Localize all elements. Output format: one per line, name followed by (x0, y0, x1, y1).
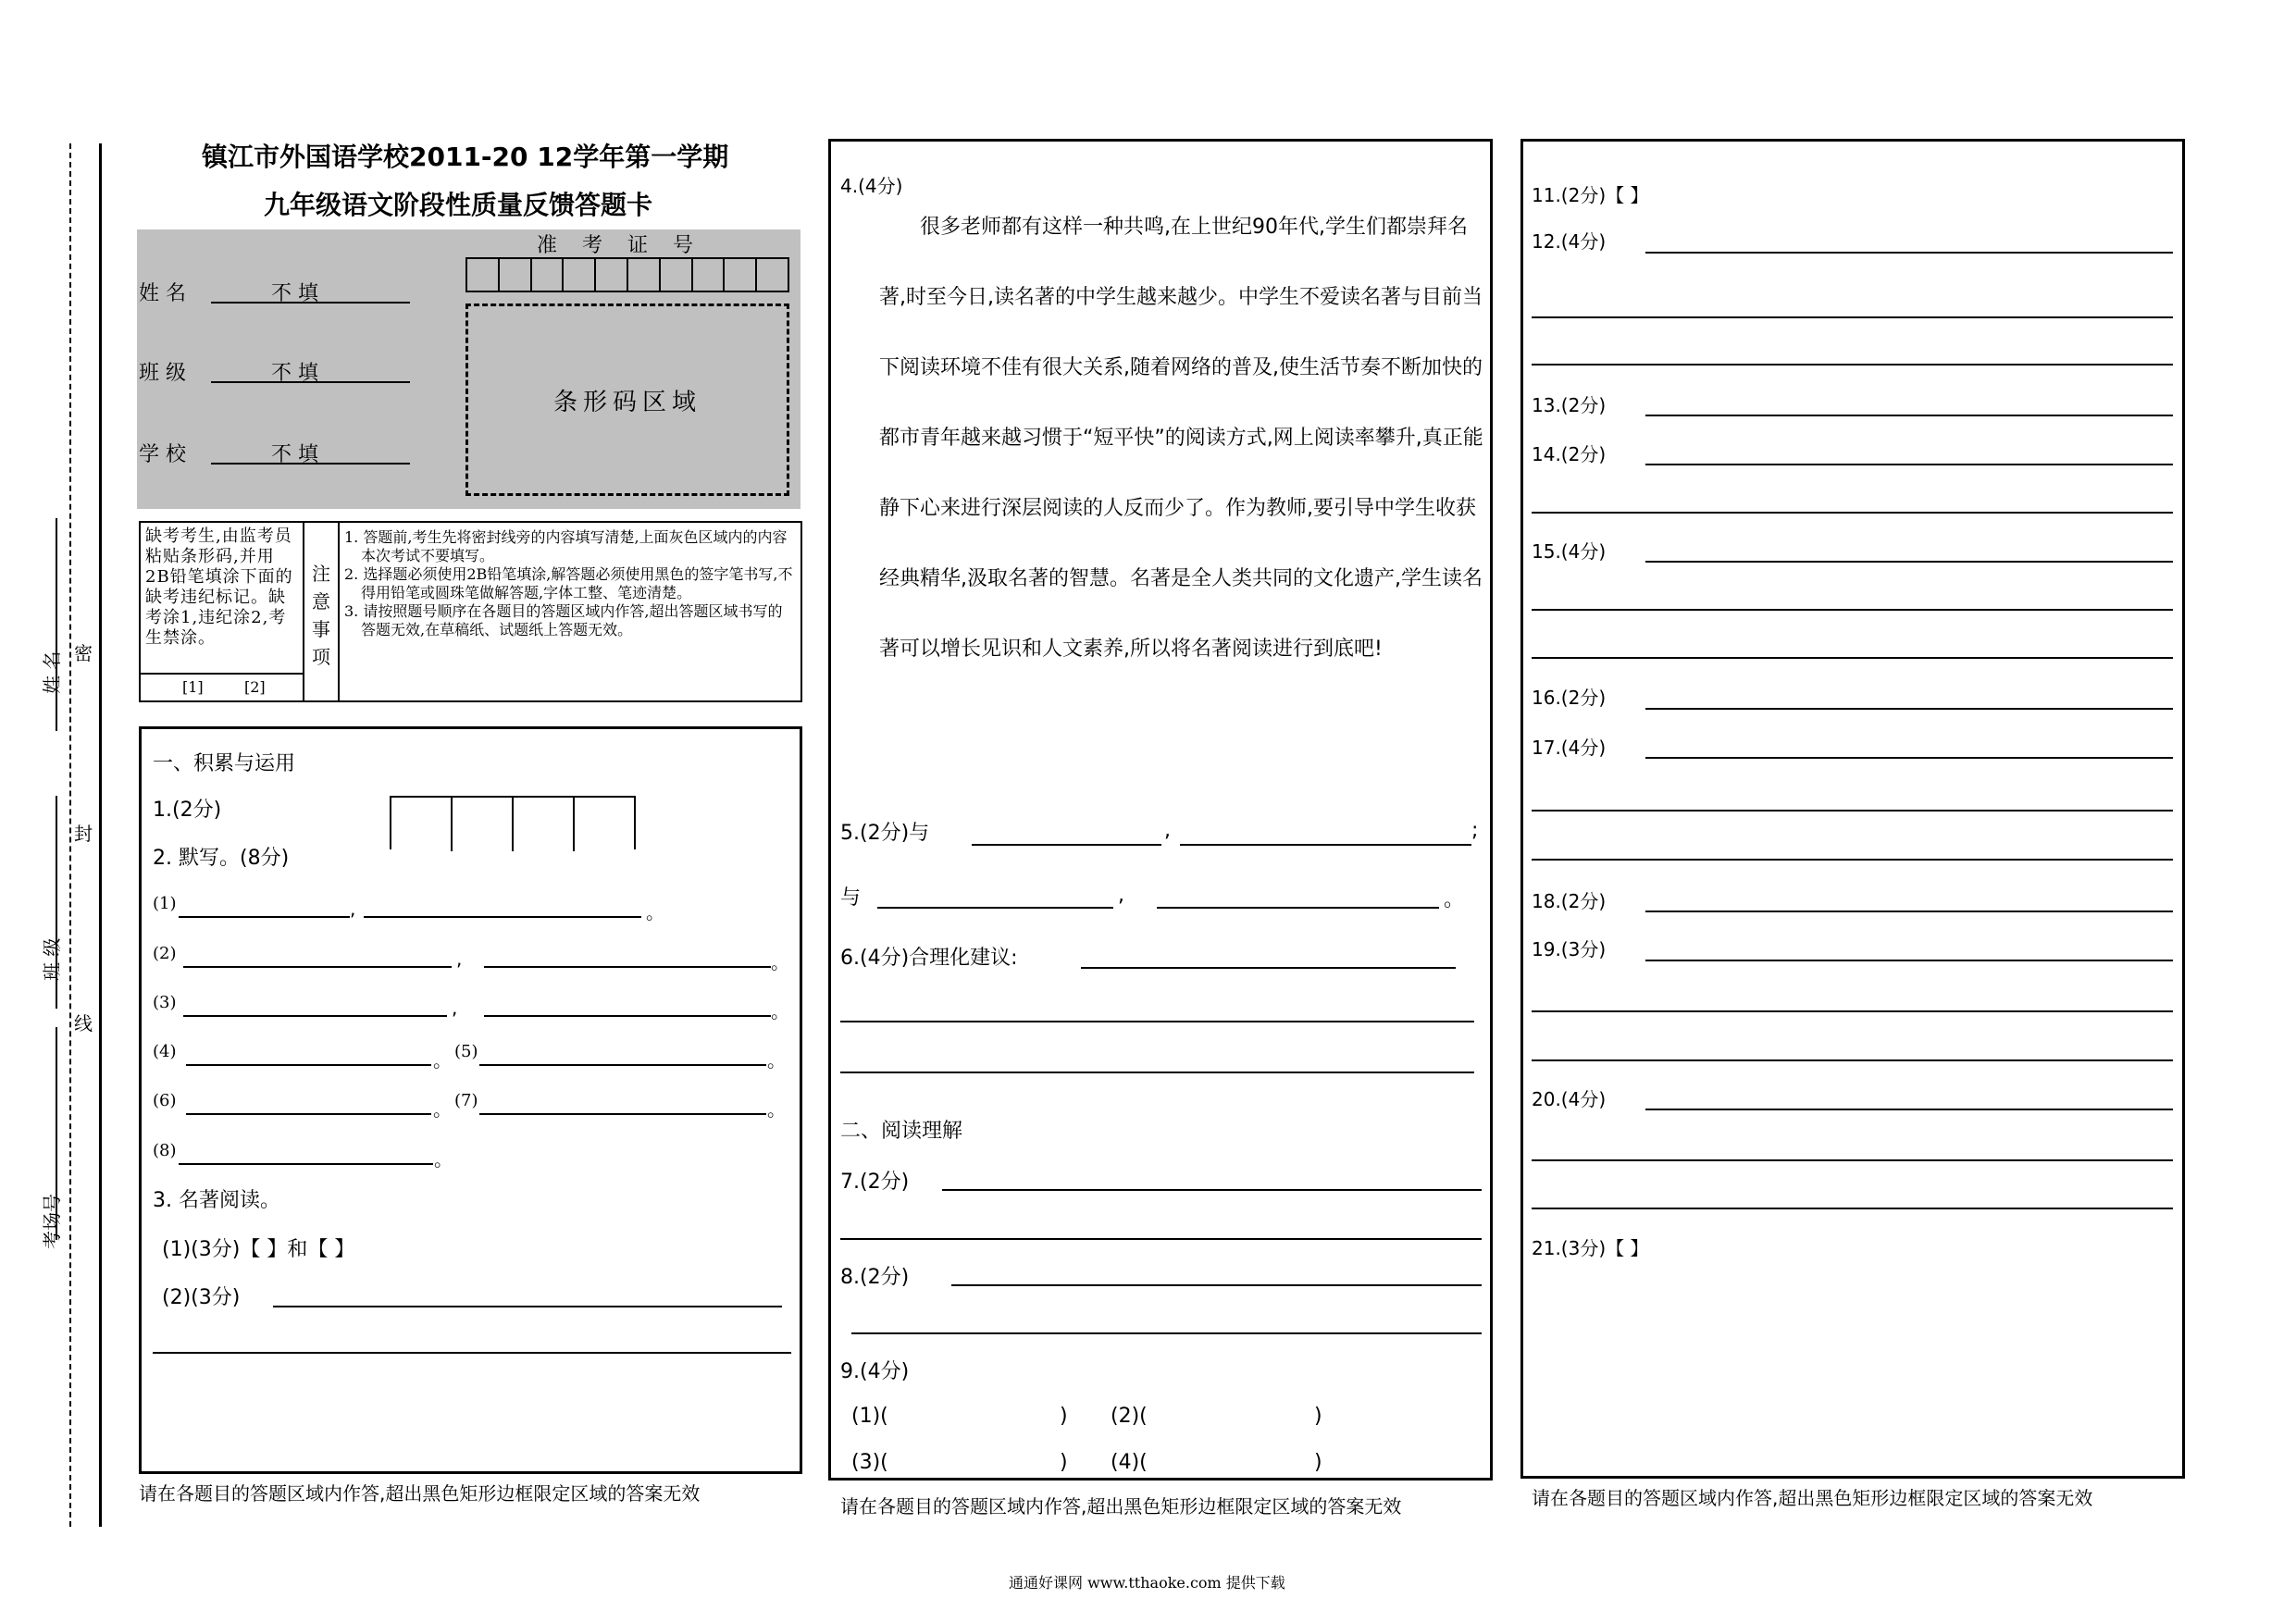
admission-digit-box[interactable] (757, 259, 788, 291)
q8-blank-2[interactable] (851, 1332, 1482, 1334)
dict-label-6: (6) (153, 1091, 177, 1110)
q20-blank-1[interactable] (1645, 1109, 2173, 1110)
absent-text: 缺考考生,由监考员粘贴条形码,并用2B铅笔填涂下面的缺考违纪标记。缺考涂1,违纪涂2,考生禁涂。 (145, 527, 293, 648)
dict-label-8: (8) (153, 1141, 177, 1160)
section2-title: 二、阅读理解 (840, 1120, 963, 1143)
dict-label-1: (1) (153, 894, 177, 913)
q21-label[interactable]: 21.(3分)【 】 (1532, 1237, 1649, 1259)
q5-blank-1[interactable] (972, 844, 1161, 846)
q19-label: 19.(3分) (1532, 938, 1607, 960)
site-footer: 通通好课网 www.tthaoke.com 提供下载 (1009, 1574, 1285, 1592)
dict-blank-1b[interactable] (364, 916, 641, 918)
q17-label: 17.(4分) (1532, 737, 1607, 759)
dict-blank-2b[interactable] (484, 966, 771, 968)
q16-label: 16.(2分) (1532, 687, 1607, 709)
q17-blank-1[interactable] (1645, 757, 2173, 759)
q9-row2-clip (833, 1451, 1481, 1477)
info-panel (137, 229, 800, 509)
q13-label: 13.(2分) (1532, 394, 1607, 416)
footer-note-col1: 请在各题目的答题区域内作答,超出黑色矩形边框限定区域的答案无效 (139, 1482, 701, 1505)
dict-label-3: (3) (153, 993, 177, 1012)
margin-name-field (0, 518, 74, 750)
q9-4-open[interactable]: (4)( (1111, 1451, 1148, 1474)
passage-text: 很多老师都有这样一种共鸣,在上世纪90年代,学生们都崇拜名著,时至今日,读名著的中学生越来越少。中学生不爱读名著与目前当下阅读环境不佳有很大关系,随着网络的普及,使生活节奏不断加快的都市青年越来越习惯于“短平快”的阅读方式,网上阅读率攀升,真正能静下心来进行深层阅读的人反而少了。作为教师,要引导中学生收获经典精华,汲取名著的智慧。名著是全人类共同的文化遗产,学生读名著可以增长见识和人文素养,所以将名著阅读进行到底吧! (879, 216, 1483, 661)
dict-label-5: (5) (454, 1042, 478, 1061)
dict-label-4: (4) (153, 1042, 177, 1061)
dict-blank-3a[interactable] (183, 1015, 447, 1017)
seal-char-mi: 密 (74, 642, 93, 664)
school-fill: 不 填 (271, 443, 318, 466)
seal-char-xian: 线 (74, 1012, 93, 1035)
q19-blank-2[interactable] (1532, 1010, 2173, 1012)
q17-blank-3[interactable] (1532, 859, 2173, 861)
admission-label: 准 考 证 号 (537, 234, 702, 257)
notes-label: 注意事项 (312, 563, 330, 668)
name-label: 姓 名 (139, 282, 186, 305)
absent-mark-1[interactable]: [1] (182, 678, 204, 696)
margin-solid-line (99, 143, 102, 1527)
absent-box (141, 523, 304, 700)
dict-blank-8[interactable] (179, 1163, 433, 1165)
absent-mark-2[interactable]: [2] (244, 678, 266, 696)
q9-2-open[interactable]: (2)( (1111, 1405, 1148, 1428)
q9-3-close: ) (1060, 1451, 1068, 1474)
q16-blank[interactable] (1645, 708, 2173, 710)
footer-note-col2: 请在各题目的答题区域内作答,超出黑色矩形边框限定区域的答案无效 (840, 1495, 1402, 1518)
class-label: 班 级 (139, 362, 186, 385)
q8-label: 8.(2分) (840, 1266, 910, 1289)
q9-3-open[interactable]: (3)( (851, 1451, 888, 1474)
barcode-label: 条形码区域 (552, 388, 701, 416)
q3-label: 3. 名著阅读。 (153, 1189, 280, 1212)
admission-digit-box[interactable] (661, 259, 693, 291)
q19-blank-1[interactable] (1645, 960, 2173, 961)
school-label: 学 校 (139, 443, 186, 466)
admission-digit-box[interactable] (596, 259, 628, 291)
section1-title: 一、积累与运用 (153, 752, 296, 775)
q12-blank-3[interactable] (1532, 364, 2173, 365)
dict-blank-1a[interactable] (179, 916, 350, 918)
q15-blank-3[interactable] (1532, 657, 2173, 659)
margin-room-label: 考场号 (41, 1194, 63, 1249)
q5-label-a: 5.(2分)与 (840, 822, 930, 845)
q5-blank-4[interactable] (1157, 907, 1439, 909)
q14-blank-2[interactable] (1532, 512, 2173, 514)
dict-blank-5[interactable] (479, 1064, 766, 1066)
absent-notes-box (139, 521, 802, 702)
q3-2-blank-1[interactable] (273, 1306, 782, 1307)
q6-label: 6.(4分)合理化建议: (840, 947, 1018, 970)
admission-digit-box[interactable] (693, 259, 726, 291)
q12-label: 12.(4分) (1532, 230, 1607, 253)
q7-blank-2[interactable] (840, 1238, 1482, 1240)
q9-label: 9.(4分) (840, 1360, 910, 1383)
q5-blank-2[interactable] (1180, 844, 1471, 846)
q5-blank-3[interactable] (877, 907, 1113, 909)
admission-number-boxes[interactable] (465, 257, 789, 292)
q20-label: 20.(4分) (1532, 1088, 1607, 1110)
q14-label: 14.(2分) (1532, 443, 1607, 465)
q18-label: 18.(2分) (1532, 890, 1607, 912)
q2-label: 2. 默写。(8分) (153, 847, 290, 870)
dict-blank-7[interactable] (479, 1113, 766, 1115)
q12-blank-1[interactable] (1645, 252, 2173, 254)
q3-2-label: (2)(3分) (162, 1286, 241, 1309)
dict-blank-3b[interactable] (484, 1015, 771, 1017)
section1-answer-box: 一、积累与运用 1.(2分) 2. 默写。(8分) (1) , 。 (2) , 。 (3) , 。 (4) 。 (5) 。 (6) 。 (7) 。 (8) 。 3. 名著阅读。 (1)(3分)【 】和【 】 (2)(3分) (139, 726, 802, 1474)
dict-label-7: (7) (454, 1091, 478, 1110)
reading-passage (879, 192, 1485, 685)
q6-blank-1[interactable] (1081, 967, 1456, 969)
q1-answer-boxes[interactable] (390, 796, 636, 849)
name-fill: 不 填 (271, 282, 318, 305)
barcode-area (465, 304, 789, 496)
note-item-3: 3. 请按照题号顺序在各题目的答题区域内作答,超出答题区域书写的答题无效,在草稿纸、试题纸上答题无效。 (344, 602, 783, 638)
admission-digit-box[interactable] (725, 259, 757, 291)
q6-blank-3[interactable] (840, 1072, 1474, 1073)
admission-digit-box[interactable] (628, 259, 661, 291)
q5-label-b: 与 (840, 886, 862, 910)
q9-1-open[interactable]: (1)( (851, 1405, 888, 1428)
q9-4-close: ) (1314, 1451, 1322, 1474)
q14-blank-1[interactable] (1645, 464, 2173, 465)
admission-digit-box[interactable] (467, 259, 500, 291)
q7-label: 7.(2分) (840, 1171, 910, 1194)
q17-blank-2[interactable] (1532, 810, 2173, 812)
q12-blank-2[interactable] (1532, 316, 2173, 318)
q13-blank[interactable] (1645, 415, 2173, 416)
seal-char-feng: 封 (74, 823, 93, 845)
title-line1: 镇江市外国语学校2011-20 12学年第一学期 (202, 142, 729, 172)
q3-2-blank-2[interactable] (153, 1352, 791, 1354)
q3-1-label[interactable]: (1)(3分)【 】和【 】 (162, 1238, 355, 1261)
margin-class-label: 班 级 (41, 937, 63, 981)
dict-blank-2a[interactable] (183, 966, 452, 968)
margin-room-field (0, 1027, 74, 1268)
admission-digit-box[interactable] (532, 259, 565, 291)
dict-label-2: (2) (153, 944, 177, 963)
q11-label[interactable]: 11.(2分)【 】 (1532, 184, 1649, 206)
q20-blank-3[interactable] (1532, 1208, 2173, 1209)
q1-label: 1.(2分) (153, 799, 222, 822)
margin-class-field (0, 796, 74, 1027)
footer-note-col3: 请在各题目的答题区域内作答,超出黑色矩形边框限定区域的答案无效 (1532, 1487, 2093, 1509)
title-line2: 九年级语文阶段性质量反馈答题卡 (264, 190, 653, 220)
column3-answer-box (1520, 139, 2185, 1479)
notes-list (344, 528, 796, 639)
q18-blank[interactable] (1645, 911, 2173, 912)
dict-blank-4[interactable] (186, 1064, 431, 1066)
note-item-1: 1. 答题前,考生先将密封线旁的内容填写清楚,上面灰色区域内的内容本次考试不要填写。 (344, 528, 788, 564)
q9-2-close: ) (1314, 1405, 1322, 1428)
q7-blank-1[interactable] (942, 1189, 1482, 1191)
admission-digit-box[interactable] (564, 259, 596, 291)
q19-blank-3[interactable] (1532, 1059, 2173, 1061)
class-fill: 不 填 (271, 362, 318, 385)
q15-blank-2[interactable] (1532, 609, 2173, 611)
margin-name-label: 姓 名 (41, 650, 63, 694)
q9-1-close: ) (1060, 1405, 1068, 1428)
dict-blank-6[interactable] (186, 1113, 431, 1115)
q15-blank-1[interactable] (1645, 561, 2173, 563)
q6-blank-2[interactable] (840, 1021, 1474, 1022)
q8-blank-1[interactable] (951, 1284, 1482, 1286)
q20-blank-2[interactable] (1532, 1159, 2173, 1161)
q4-label: 4.(4分) (840, 175, 903, 197)
note-item-2: 2. 选择题必须使用2B铅笔填涂,解答题必须使用黑色的签字笔书写,不得用铅笔或圆珠笔做解答题,字体工整、笔迹清楚。 (344, 565, 793, 601)
q15-label: 15.(4分) (1532, 540, 1607, 563)
admission-digit-box[interactable] (500, 259, 532, 291)
